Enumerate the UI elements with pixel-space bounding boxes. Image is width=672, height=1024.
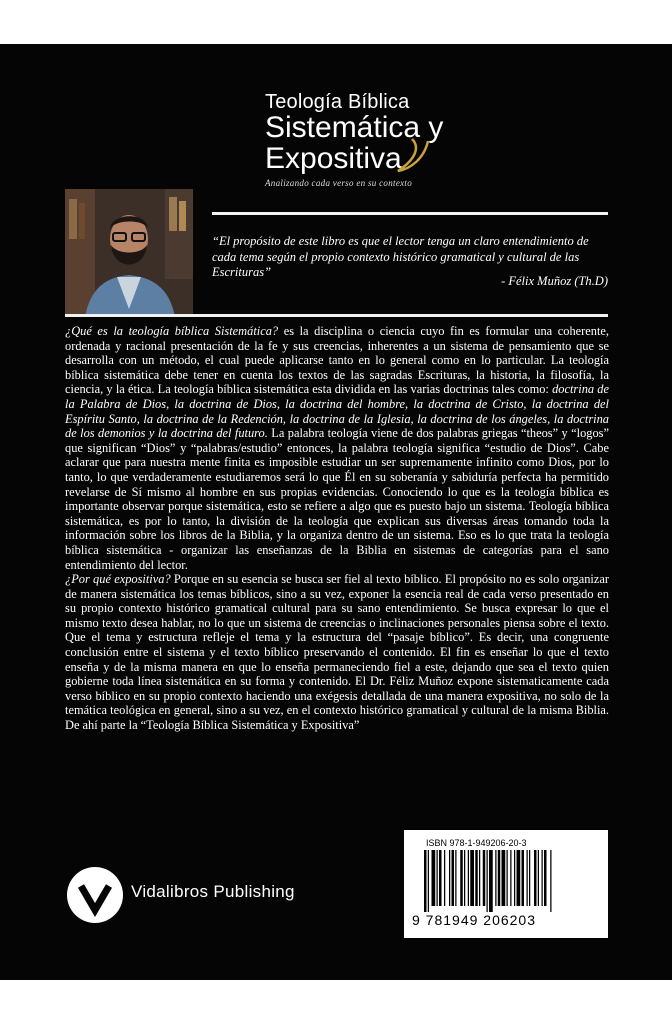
barcode-bar xyxy=(428,850,429,912)
paragraph-2-text: Porque en su esencia se busca ser fiel al texto bíblico. El propósito no es solo organizar de manera sistemática los temas bíblicos, sino a su vez, exponer la esencia real de cada verso presentado en su propio contexto histórico gramatical cultural para su sano entendimiento. Se busca expresar lo que el mismo texto desea hablar, no lo que un sistema de creencias o inclinaciones personales piensa sobre el texto. Que el tema y estructura refleje el tema y la estructura del “pasaje bíblico”. Es decir, una congruente conclusión entre el sistema y el texto bíblico preservando el contenido. El fin es enseñar lo que el texto enseña y de la misma manera en que lo enseña permaneciendo fiel a este, dejando que sea el texto quien gobierne toda línea sistemática en su forma y contenido. El Dr. Féliz Muñoz expone sistematicamente cada verso bíblico en su propio contexto haciendo una exégesis detallada de una manera expositiva, no solo de la temática teológica en general, sino a su vez, en el contexto histórico gramatical y cultural de la misma Biblia. De ahí parte la “Teología Bíblica Sistemática y Expositiva” xyxy=(65,572,610,733)
barcode-bar xyxy=(522,850,525,906)
paragraph-1-text-b: La palabra teología viene de dos palabras griegas “theos” y “logos” que significan “Dios” y “palabras/estudio” entonces, la palabra teología significa “estudio de Dios”. Cabe aclarar que para nuestra mente finita es imposible estudiar un ser supremamente infinito como Dios, por lo tanto, lo que verdaderamente estudiaremos será lo que Él en su soberanía y sabiduría perfecta ha permitido revelarse de Sí mismo al hombre en sus propias evidencias. Conociendo lo que es la teología bíblica es importante observar porque sistemática, esto se refiere a algo que es puesto bajo un sistema. Teología bíblica sistemática, es por lo tanto, la división de la teología que explican sus diversas áreas tomando toda la información sobre los libros de la Biblia, y la organiza dentro de un sistema. Eso es lo que trata la teología bíblica sistemática - organizar las enseñanzas de la Biblia en sistemas de categorías para el sano entendimiento del lector. xyxy=(65,426,609,572)
barcode-bar xyxy=(432,850,436,906)
barcode-bar xyxy=(495,850,496,906)
barcode-bar xyxy=(455,850,456,906)
barcode-bar xyxy=(498,850,501,906)
barcode-bar xyxy=(527,850,528,906)
barcode-bar xyxy=(544,850,547,906)
description-text xyxy=(65,324,609,733)
barcode-bar xyxy=(470,850,474,906)
book-back-cover xyxy=(0,44,672,980)
quote-author: - Félix Muñoz (Th.D) xyxy=(501,274,608,288)
author-quote: “El propósito de este libro es que el lector tenga un claro entendimiento de cada tema según el propio contexto histórico gramatical y cultural de las Escrituras” xyxy=(212,234,589,279)
barcode-bars xyxy=(424,850,594,912)
barcode-number: 9 781949 206203 xyxy=(412,912,536,928)
barcode-bar xyxy=(507,850,508,906)
barcode-bar xyxy=(550,850,551,912)
barcode-bar xyxy=(487,850,488,912)
barcode-bar xyxy=(460,850,463,906)
barcode-bar xyxy=(542,850,543,906)
paragraph-sistematica xyxy=(65,324,609,572)
barcode-bar xyxy=(452,850,455,906)
quote-top-rule xyxy=(212,212,608,215)
title-line-3: Expositiva xyxy=(265,142,402,175)
barcode-bar xyxy=(534,850,537,906)
gold-flourish-icon xyxy=(390,129,450,179)
barcode-bar xyxy=(468,850,469,906)
barcode-bar xyxy=(510,850,511,906)
paragraph-expositiva xyxy=(65,572,609,733)
title-line-2: Sistemática y xyxy=(265,111,444,144)
barcode-bar xyxy=(464,850,465,906)
paragraph-2-lead: ¿Por qué expositiva? xyxy=(65,572,171,587)
barcode-bar xyxy=(483,850,486,906)
barcode-bar xyxy=(529,850,530,906)
paragraph-1-lead: ¿Qué es la teología bíblica Sistemática? xyxy=(65,324,279,338)
barcode-bar xyxy=(475,850,478,906)
barcode-bar xyxy=(479,850,480,906)
publisher-name: Vidalibros Publishing xyxy=(131,882,295,901)
barcode-bar xyxy=(538,850,539,906)
barcode-bar xyxy=(449,850,450,906)
barcode-bar xyxy=(439,850,442,906)
barcode-bar xyxy=(517,850,521,906)
quote-bottom-rule xyxy=(65,314,608,317)
barcode-bar xyxy=(514,850,515,906)
barcode-bar xyxy=(437,850,438,906)
isbn-barcode xyxy=(404,830,608,938)
barcode-bar xyxy=(444,850,445,906)
paragraph-1-text-a: es la disciplina o ciencia cuyo fin es formular una coherente, ordenada y racional presentación de la fe y sus creencias, inherentes a un sistema de pensamiento que se desarrolla con un método, el cual puede aplicarse tanto en lo general como en lo particular. La teología bíblica sistemática debe tener en cuenta los textos de las sagradas Escrituras, la historia, la filosofía, la ciencia, y la ética. La teología bíblica sistemática esta dividida en las varias doctrinas tales como: xyxy=(65,324,609,397)
paragraph-1-doctrines: doctrina de la Palabra de Dios, la doctrina de Dios, la doctrina del hombre, la doctrina de Cristo, la doctrina del Espíritu Santo, la doctrina de la Redención, la doctrina de la Iglesia, la doctrina de los ángeles, la doctrina de los demonios y la doctrina del futuro. xyxy=(65,382,609,441)
author-photo xyxy=(65,189,193,317)
barcode-bar xyxy=(489,850,493,912)
isbn-text: ISBN 978-1-949206-20-3 xyxy=(426,838,527,848)
barcode-bar xyxy=(502,850,506,906)
book-subtitle: Analizando cada verso en su contexto xyxy=(265,178,413,188)
v-circle-logo-icon xyxy=(66,866,124,924)
barcode-bar xyxy=(424,850,427,912)
title-line-1: Teología Bíblica xyxy=(265,91,410,113)
